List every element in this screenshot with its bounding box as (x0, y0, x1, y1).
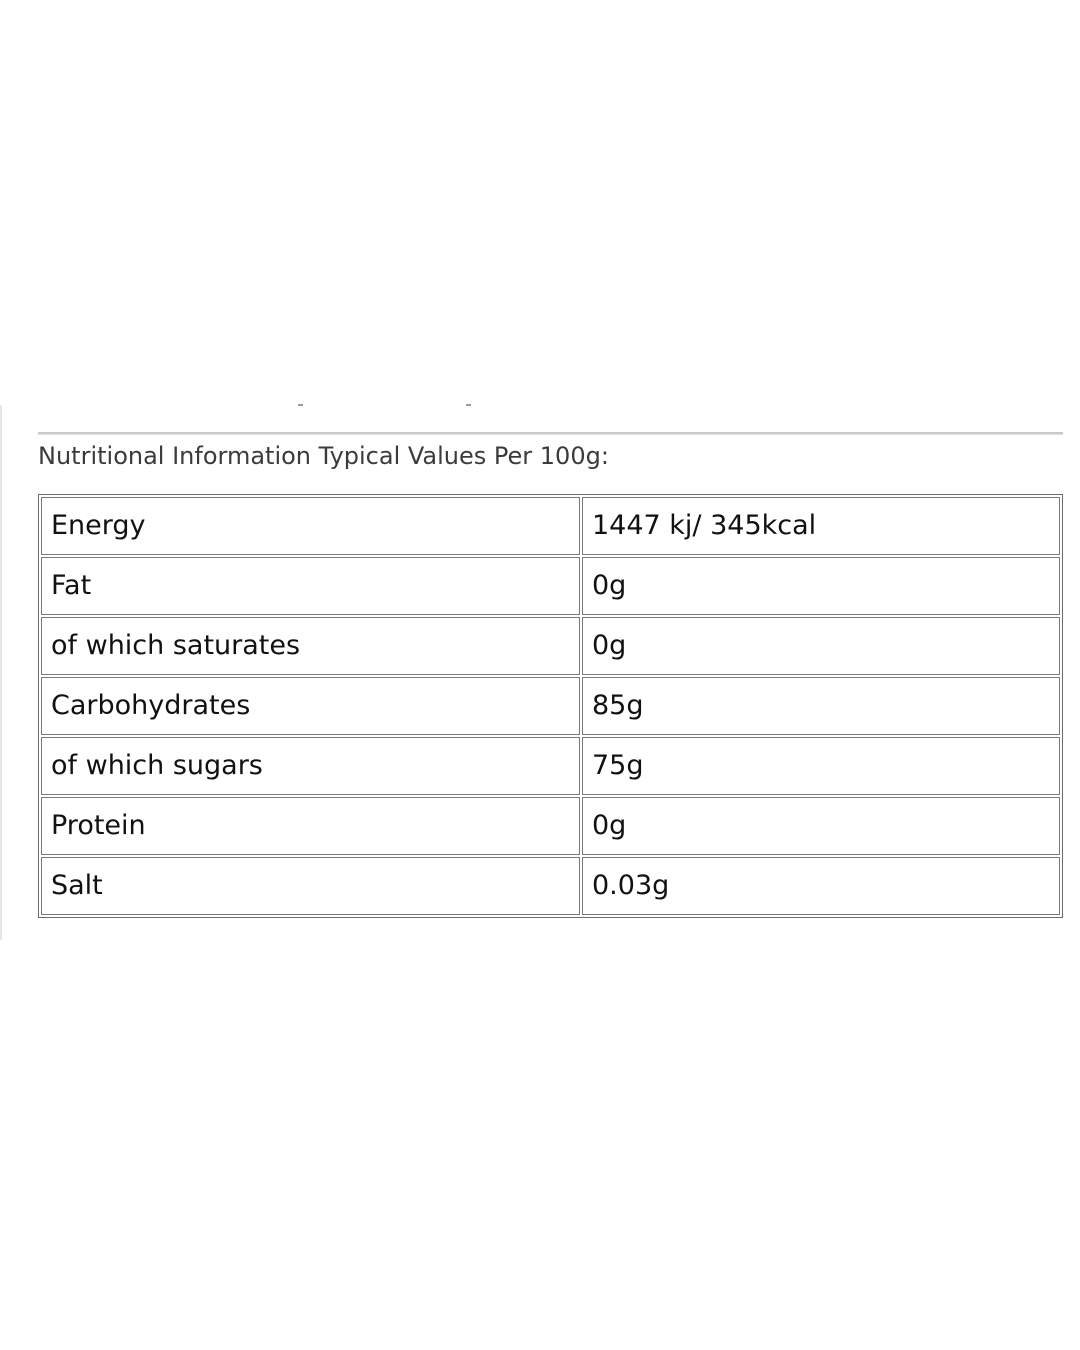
nutrient-name: Protein (41, 797, 580, 855)
nutrient-value: 0g (582, 797, 1060, 855)
nutrient-value: 75g (582, 737, 1060, 795)
nutrient-value: 1447 kj/ 345kcal (582, 497, 1060, 555)
table-row (41, 737, 1060, 795)
nutrient-value: 0g (582, 557, 1060, 615)
nutrient-name: Salt (41, 857, 580, 915)
nutrition-heading: Nutritional Information Typical Values Per 100g: (38, 442, 609, 470)
table-row (41, 677, 1060, 735)
table-row (41, 617, 1060, 675)
table-row (41, 557, 1060, 615)
nutrient-name: of which sugars (41, 737, 580, 795)
nutrient-name: of which saturates (41, 617, 580, 675)
nutrient-name: Fat (41, 557, 580, 615)
nutrient-value: 85g (582, 677, 1060, 735)
table-row (41, 857, 1060, 915)
table-row (41, 797, 1060, 855)
nutrition-table (38, 494, 1063, 918)
table-row (41, 497, 1060, 555)
cut-off-mark (298, 404, 303, 406)
section-divider (38, 432, 1063, 435)
cut-off-mark (466, 404, 471, 406)
left-edge-line (0, 405, 2, 940)
nutrient-value: 0g (582, 617, 1060, 675)
nutrient-name: Energy (41, 497, 580, 555)
nutrient-value: 0.03g (582, 857, 1060, 915)
nutrient-name: Carbohydrates (41, 677, 580, 735)
cut-off-text-marks (296, 404, 476, 412)
